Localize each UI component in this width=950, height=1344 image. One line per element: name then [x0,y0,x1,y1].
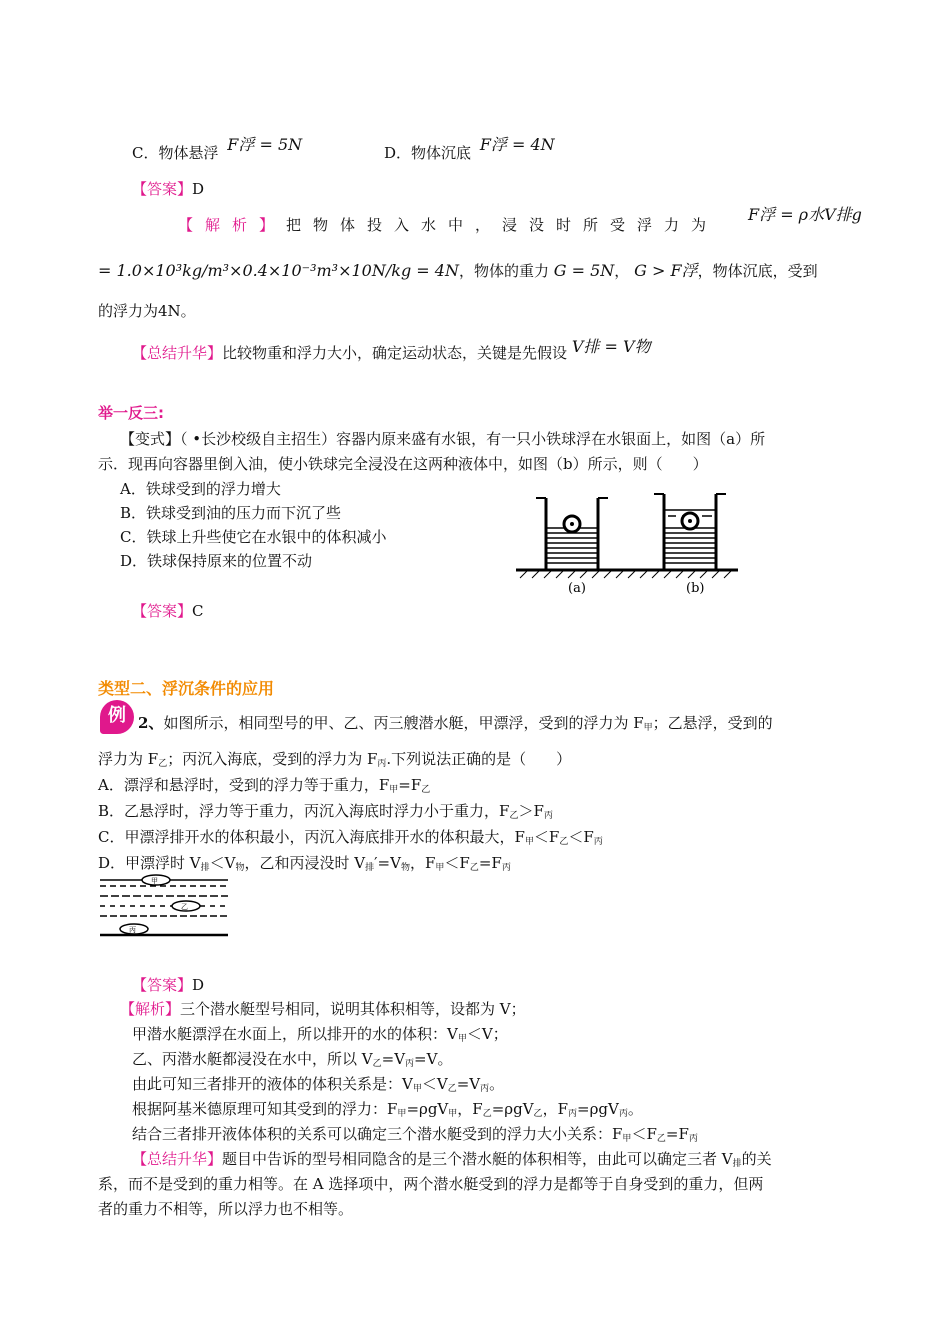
q1-analysis-line3: 的浮力为4N。 [98,302,196,320]
type2-answer: 【答案】D [132,976,205,994]
variant-line2: 示．现再向容器里倒入油，使小铁球完全浸没在这两种液体中，如图（b）所示，则（ ） [98,455,708,473]
type2-option-c: C．甲漂浮排开水的体积最小，丙沉入海底排开水的体积最大，$F_甲<F_乙<F_丙$ [98,828,603,847]
option-c: C．物体悬浮 F浮 = 5N [132,135,303,162]
type2-analysis-line5: 根据阿基米德原理可知其受到的浮力：$F_甲=\rho gV_甲$，$F_乙=\rho gV_乙$，$F_丙=\rho gV_丙$。 [132,1100,643,1119]
formula-d: F浮 = 4N [479,135,555,154]
type2-q-line2: 浮力为 $F_乙$；丙沉入海底，受到的浮力为 $F_丙$.下列说法正确的是（ ） [98,750,572,769]
beaker-a [536,498,608,570]
type2-option-b: B．乙悬浮时，浮力等于重力，丙沉入海底时浮力小于重力，$F_乙>F_丙$ [98,802,553,821]
type2-summary-line2: 系，而不是受到的重力相等。在 A 选择项中，两个潜水艇受到的浮力是都等于自身受到的重力，但两 [98,1175,764,1193]
variant-line1: 【变式】（ •长沙校级自主招生）容器内原来盛有水银，有一只小铁球浮在水银面上，如图（a）所 [120,430,766,448]
variant-option-a: A．铁球受到的浮力增大 [120,480,281,498]
type2-summary-line3: 者的重力不相等，所以浮力也不相等。 [98,1200,354,1218]
type2-title: 类型二、浮沉条件的应用 [98,679,275,698]
type2-analysis-line1: 【解析】三个潜水艇型号相同，说明其体积相等，设都为 V； [120,1000,526,1018]
variant-option-b: B．铁球受到油的压力而下沉了些 [120,504,342,522]
svg-text:丙: 丙 [129,926,136,934]
q1-answer: 【答案】D [132,180,205,198]
submarine-figure [98,872,230,938]
beaker-b [654,494,726,570]
type2-summary-line1: 【总结升华】题目中告诉的型号相同隐含的是三个潜水艇的体积相等，由此可以确定三者 $V_排$的关 [132,1150,772,1169]
q1-analysis-line2: = 1.0×10³kg/m³×0.4×10⁻³m³×10N/kg = 4N，物体的重力 G = 5N， G > F浮，物体沉底，受到 [98,261,818,280]
fig-label-b: (b) [686,581,705,596]
type2-analysis-line6: 结合三者排开液体体积的关系可以确定三个潜水艇受到的浮力大小关系：$F_甲<F_乙=F_丙$ [132,1125,698,1144]
q1-summary: 【总结升华】比较物重和浮力大小，确定运动状态，关键是先假设 V排 = V物 [132,337,651,362]
section-title-variant: 举一反三: [98,404,164,422]
type2-option-d: D．甲漂浮时 $V_排<V_物$，乙和丙浸没时 $V_排'=V_物$，$F_甲<F_乙=F_丙$ [98,854,511,873]
formula-buoyancy: F浮 = ρ水V排g [748,205,862,224]
option-d: D．物体沉底 F浮 = 4N [384,135,555,162]
type2-option-a: A．漂浮和悬浮时，受到的浮力等于重力，$F_甲=F_乙$ [98,776,431,795]
variant-answer: 【答案】C [132,602,204,620]
type2-q-line1: 2、如图所示，相同型号的甲、乙、丙三艘潜水艇，甲漂浮，受到的浮力为 $F_甲$；乙悬浮，受到的 [138,714,773,733]
example-badge: 例 [100,700,134,734]
fig-label-a: (a) [568,581,586,596]
type2-analysis-line3: 乙、丙潜水艇都浸没在水中，所以 $V_乙=V_丙=V$。 [132,1050,453,1069]
type2-analysis-line4: 由此可知三者排开的液体的体积关系是：$V_甲<V_乙=V_丙$。 [132,1075,505,1094]
variant-option-d: D．铁球保持原来的位置不动 [120,552,313,570]
formula-c: F浮 = 5N [227,135,303,154]
variant-option-c: C．铁球上升些使它在水银中的体积减小 [120,528,387,546]
beaker-figure [516,486,738,598]
type2-analysis-line2: 甲潜水艇漂浮在水面上，所以排开的水的体积：$V_甲<V$； [132,1025,508,1044]
svg-text:乙: 乙 [181,903,188,911]
q1-analysis-line1: 【解析】把物体投入水中，浸没时所受浮力为 [178,216,719,234]
svg-text:甲: 甲 [151,877,158,885]
